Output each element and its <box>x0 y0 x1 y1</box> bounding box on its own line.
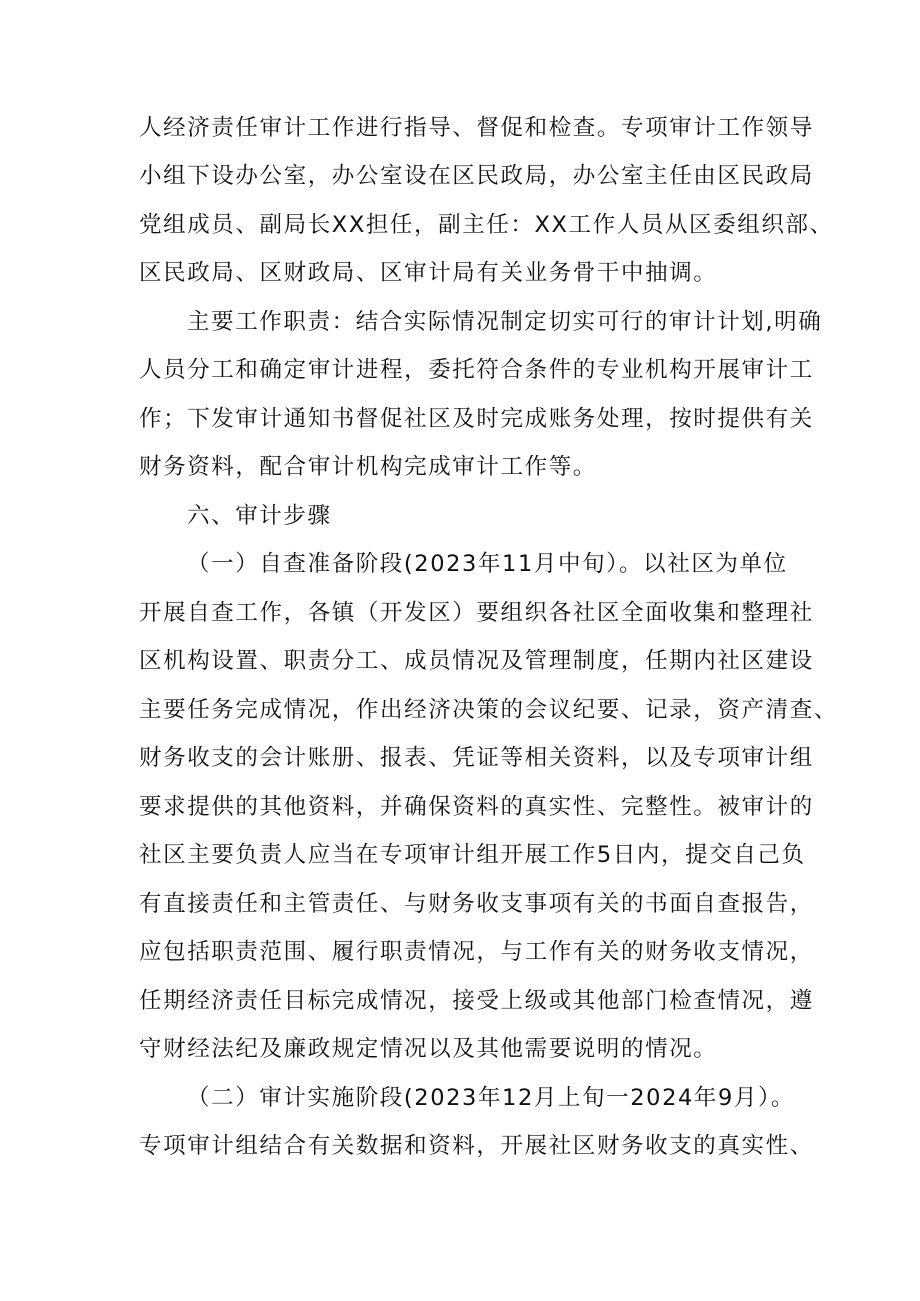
text-line: 专项审计组结合有关数据和资料，开展社区财务收支的真实性、 <box>139 1133 814 1159</box>
text-line: 人员分工和确定审计进程，委托符合条件的专业机构开展审计工 <box>139 357 814 383</box>
text-line: 作；下发审计通知书督促社区及时完成账务处理，按时提供有关 <box>139 406 814 432</box>
text-line: 区民政局、区财政局、区审计局有关业务骨干中抽调。 <box>139 260 718 286</box>
text-line: （二）审计实施阶段(2023年12月上旬一2024年9月）。 <box>187 1085 795 1111</box>
text-line: 主要工作职责：结合实际情况制定切实可行的审计计划,明确 <box>187 309 823 335</box>
text-line: 主要任务完成情况，作出经济决策的会议纪要、记录，资产清查、 <box>139 697 838 723</box>
text-line: 要求提供的其他资料，并确保资料的真实性、完整性。被审计的 <box>139 794 814 820</box>
text-line: 有直接责任和主管责任、与财务收支事项有关的书面自查报告， <box>139 891 814 917</box>
text-line: 社区主要负责人应当在专项审计组开展工作5日内，提交自己负 <box>139 842 806 868</box>
text-line: 财务资料，配合审计机构完成审计工作等。 <box>139 454 597 480</box>
text-line: 区机构设置、职责分工、成员情况及管理制度，任期内社区建设 <box>139 648 814 674</box>
text-line: 守财经法纪及廉政规定情况以及其他需要说明的情况。 <box>139 1036 718 1062</box>
text-line: 任期经济责任目标完成情况，接受上级或其他部门检查情况，遵 <box>139 988 814 1014</box>
text-line: 人经济责任审计工作进行指导、督促和检查。专项审计工作领导 <box>139 115 814 141</box>
text-line: （一）自查准备阶段(2023年11月中旬）。以社区为单位 <box>187 551 788 577</box>
text-line: 应包括职责范围、履行职责情况，与工作有关的财务收支情况， <box>139 939 814 965</box>
text-line: 党组成员、副局长XX担任，副主任：XX工作人员从区委组织部、 <box>139 212 834 238</box>
text-line: 财务收支的会计账册、报表、凭证等相关资料，以及专项审计组 <box>139 745 814 771</box>
text-line: 开展自查工作，各镇（开发区）要组织各社区全面收集和整理社 <box>139 600 814 626</box>
section-heading: 六、审计步骤 <box>187 503 332 529</box>
text-line: 小组下设办公室，办公室设在区民政局，办公室主任由区民政局 <box>139 163 814 189</box>
